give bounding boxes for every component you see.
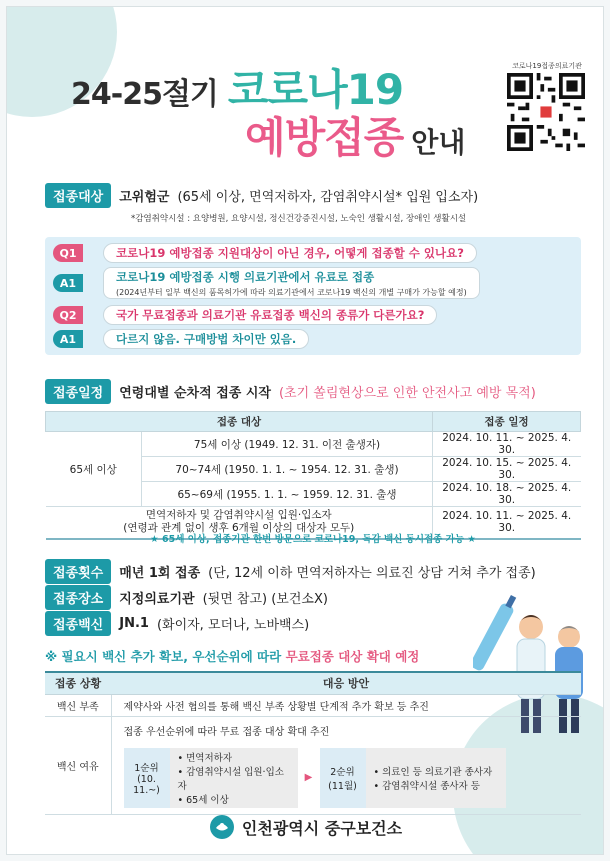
qa-badge: A1 [53, 274, 83, 292]
priority-flow [124, 748, 582, 808]
place-section [45, 585, 328, 610]
count-section [45, 559, 536, 584]
target-tag: 접종대상 [45, 183, 111, 208]
coadmin-note: ★ 65세 이상, 접종기관 한번 방문으로 코로나19, 독감 백신 동시접종 가능 ★ [150, 534, 476, 545]
qa-question: 국가 무료접종과 의료기관 유료접종 백신의 종류가 다른가요? [103, 305, 437, 325]
poster [6, 6, 604, 855]
arrow-right-icon: ▶ [304, 772, 313, 783]
table-row [45, 694, 581, 716]
rank1-date: (10. 11.~) [133, 773, 160, 796]
target-detail: (65세 이상, 면역저하자, 감염취약시설* 입원 입소자) [177, 190, 479, 205]
footer [7, 815, 604, 839]
title-season: 24-25절기 [71, 77, 218, 112]
rank1-list [170, 748, 298, 808]
place-main: 지정의료기관 [119, 592, 195, 607]
table-row [45, 716, 581, 814]
col-target: 접종 대상 [46, 412, 433, 432]
qa-answer [103, 267, 480, 299]
plan-cell [111, 716, 581, 814]
qa-answer-text: 코로나19 예방접종 시행 의료기관에서 유료로 접종 [116, 269, 375, 284]
place-tag: 접종장소 [45, 585, 111, 610]
list-item: • 의료인 등 의료기관 종사자 [373, 766, 493, 778]
rank2-date: (11월) [328, 780, 357, 792]
qa-item [53, 267, 480, 299]
situation-cell: 백신 부족 [45, 694, 111, 716]
count-main: 매년 1회 접종 [119, 566, 201, 581]
qa-answer-sub: (2024년부터 일부 백신의 품목허가에 따라 의료기관에서 코로나19 백신의 개별 구매가 가능할 예정) [116, 287, 467, 297]
schedule-headline: 연령대별 순차적 접종 시작 [119, 386, 271, 401]
rank1-label: 1순위 [134, 762, 159, 774]
date-cell: 2024. 10. 18. ~ 2025. 4. 30. [433, 482, 581, 507]
schedule-table [45, 411, 581, 540]
title-vaccination: 예방접종 [245, 113, 404, 162]
age-cell: 75세 이상 (1949. 12. 31. 이전 출생자) [142, 432, 433, 457]
vaccine-main: JN.1 [119, 616, 149, 631]
schedule-section [45, 379, 536, 404]
immuno-line2: (연령과 관계 없이 생후 6개월 이상의 대상자 모두) [123, 522, 355, 535]
list-item: • 감염취약시설 입원·입소자 [177, 766, 284, 792]
col-plan: 대응 방안 [111, 672, 581, 694]
title-covid: 코로나19 [227, 65, 404, 114]
notice-prefix: ※ 필요시 백신 추가 확보, 우선순위에 따라 [45, 649, 286, 664]
list-item: • 감염취약시설 종사자 등 [373, 780, 480, 792]
list-item: • 65세 이상 [177, 794, 229, 806]
situation-cell: 백신 여유 [45, 716, 111, 814]
rank2-label: 2순위 [330, 766, 355, 778]
rank2-list [366, 748, 506, 808]
rank1-box [124, 748, 170, 808]
date-cell: 2024. 10. 11. ~ 2025. 4. 30. [433, 432, 581, 457]
count-detail: (단, 12세 이하 면역저하자는 의료진 상담 거쳐 추가 접종) [208, 566, 536, 581]
schedule-headline-note: (초기 쏠림현상으로 인한 안전사고 예방 목적) [278, 386, 536, 401]
table-row [46, 432, 581, 457]
qa-item [53, 243, 477, 263]
target-section [45, 183, 478, 224]
col-situation: 접종 상황 [45, 672, 111, 694]
qa-badge: Q1 [53, 244, 83, 262]
vaccine-detail: (화이자, 모더나, 노바백스) [156, 618, 310, 633]
schedule-tag: 접종일정 [45, 379, 111, 404]
vaccine-tag: 접종백신 [45, 611, 111, 636]
date-cell: 2024. 10. 15. ~ 2025. 4. 30. [433, 457, 581, 482]
title-line-2 [245, 105, 465, 165]
date-cell: 2024. 10. 11. ~ 2025. 4. 30. [433, 507, 581, 539]
age-cell: 65~69세 (1955. 1. 1. ~ 1959. 12. 31. 출생 [142, 482, 433, 507]
qa-box [45, 237, 581, 355]
rank2-box [320, 748, 366, 808]
target-note: *감염취약시설 : 요양병원, 요양시설, 정신건강증진시설, 노숙인 생활시설, 장애인 생활시설 [131, 214, 467, 224]
qa-question: 코로나19 예방접종 지원대상이 아닌 경우, 어떻게 접종할 수 있나요? [103, 243, 477, 263]
age-cell: 70~74세 (1950. 1. 1. ~ 1954. 12. 31. 출생) [142, 457, 433, 482]
response-table [45, 671, 581, 815]
qr-code-icon[interactable] [507, 73, 585, 151]
qa-badge: Q2 [53, 306, 83, 324]
expansion-notice [45, 647, 419, 665]
health-center-logo-icon [210, 815, 234, 839]
qa-answer: 다르지 않음. 구매방법 차이만 있음. [103, 329, 309, 349]
spare-plan-text: 접종 우선순위에 따라 무료 접종 대상 확대 추진 [123, 726, 330, 738]
col-date: 접종 일정 [433, 412, 581, 432]
qa-item [53, 305, 437, 325]
qa-badge: A1 [53, 330, 83, 348]
qa-item [53, 329, 309, 349]
immuno-line1: 면역저하자 및 감염취약시설 입원·입소자 [145, 509, 332, 522]
plan-cell: 제약사와 사전 협의를 통해 백신 부족 상황별 단계적 추가 확보 등 추진 [111, 694, 581, 716]
group-65-cell: 65세 이상 [46, 432, 142, 507]
organization-name: 인천광역시 중구보건소 [241, 818, 403, 838]
target-main: 고위험군 [119, 190, 170, 205]
list-item: • 면역저하자 [177, 752, 233, 764]
notice-highlight: 무료접종 대상 확대 예정 [285, 649, 420, 664]
count-tag: 접종횟수 [45, 559, 111, 584]
title-guide: 안내 [411, 126, 466, 159]
qr-caption: 코로나19접종의료기관 [512, 62, 582, 70]
place-detail: (뒷면 참고) (보건소X) [202, 592, 328, 607]
vaccine-section [45, 611, 309, 636]
